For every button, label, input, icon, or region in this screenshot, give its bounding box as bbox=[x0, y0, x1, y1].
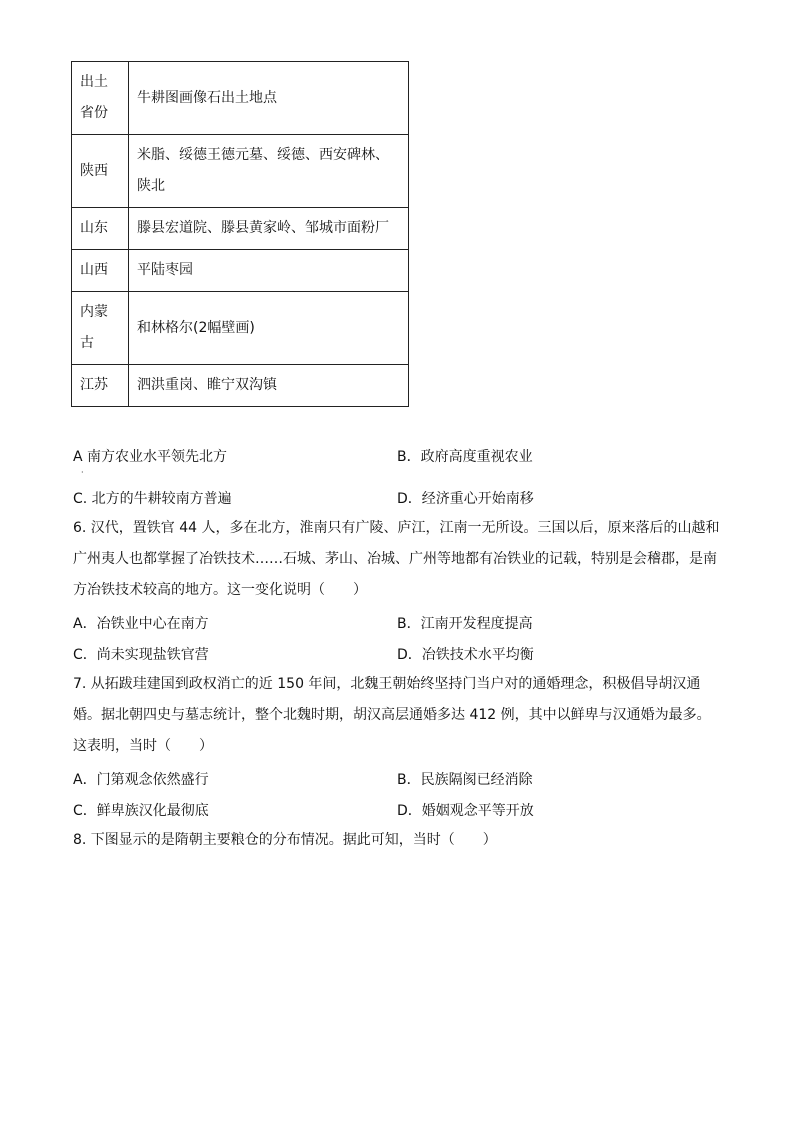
q6-option-c[interactable]: C．尚未实现盐铁官营 bbox=[73, 647, 209, 663]
q5-option-c[interactable]: C. 北方的牛耕较南方普遍 bbox=[73, 491, 232, 507]
sites-cell: 和林格尔(2幅壁画) bbox=[129, 292, 409, 365]
province-cell: 内蒙古 bbox=[72, 292, 129, 365]
excavation-table bbox=[71, 61, 409, 407]
table-row bbox=[72, 365, 409, 407]
q7-option-d[interactable]: D．婚姻观念平等开放 bbox=[397, 803, 534, 819]
q7-option-c[interactable]: C．鲜卑族汉化最彻底 bbox=[73, 803, 209, 819]
province-cell: 江苏 bbox=[72, 365, 129, 407]
q7-option-b[interactable]: B．民族隔阂已经消除 bbox=[397, 772, 533, 788]
province-cell: 山西 bbox=[72, 250, 129, 292]
decorative-dot: · bbox=[81, 468, 84, 477]
table-row bbox=[72, 292, 409, 365]
table-row bbox=[72, 135, 409, 208]
table-row bbox=[72, 208, 409, 250]
q8-stem: 8. 下图显示的是隋朝主要粮仓的分布情况。据此可知，当时（ ） bbox=[73, 832, 497, 848]
header-province-cell: 出土省份 bbox=[72, 62, 129, 135]
province-cell: 山东 bbox=[72, 208, 129, 250]
q5-option-b[interactable]: B．政府高度重视农业 bbox=[397, 449, 533, 465]
q5-option-d[interactable]: D．经济重心开始南移 bbox=[397, 491, 534, 507]
sites-cell: 米脂、绥德王德元墓、绥德、西安碑林、陕北 bbox=[129, 135, 409, 208]
sites-cell: 平陆枣园 bbox=[129, 250, 409, 292]
table-row bbox=[72, 250, 409, 292]
table-header-row bbox=[72, 62, 409, 135]
q6-option-b[interactable]: B．江南开发程度提高 bbox=[397, 616, 533, 632]
q5-option-a[interactable]: A 南方农业水平领先北方 bbox=[73, 449, 228, 465]
q6-stem: 6. 汉代，置铁官 44 人，多在北方，淮南只有广陵、庐江，江南一无所设。三国以后，原来落后的山越和广州夷人也都掌握了冶铁技术……石城、茅山、冶城、广州等地都有冶铁业的记载，特别是会稽郡，是南方冶铁技术较高的地方。这一变化说明（ ） bbox=[73, 520, 720, 598]
province-cell: 陕西 bbox=[72, 135, 129, 208]
q7-stem: 7. 从拓跋珪建国到政权消亡的近 150 年间，北魏王朝始终坚持门当户对的通婚理念，积极倡导胡汉通婚。据北朝四史与墓志统计，整个北魏时期，胡汉高层通婚多达 412 例，其中以鲜卑与汉通婚为最多。这表明，当时（ ） bbox=[73, 676, 711, 754]
q6-option-a[interactable]: A．冶铁业中心在南方 bbox=[73, 616, 209, 632]
q7-option-a[interactable]: A．门第观念依然盛行 bbox=[73, 772, 209, 788]
q6-option-d[interactable]: D．冶铁技术水平均衡 bbox=[397, 647, 534, 663]
sites-cell: 滕县宏道院、滕县黄家岭、邹城市面粉厂 bbox=[129, 208, 409, 250]
header-sites-cell: 牛耕图画像石出土地点 bbox=[129, 62, 409, 135]
sites-cell: 泗洪重岗、睢宁双沟镇 bbox=[129, 365, 409, 407]
